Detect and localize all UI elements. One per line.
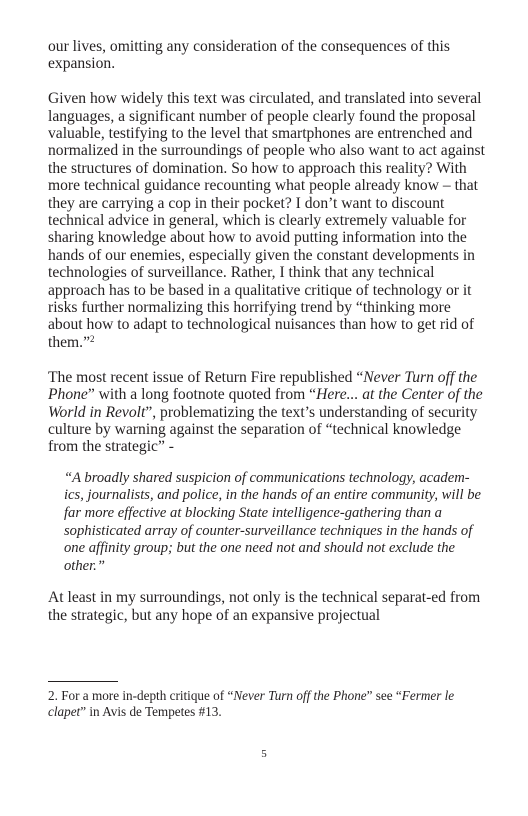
footnote-reference: 2 [90,333,95,344]
footnote-text-2: ” see “ [366,688,402,703]
paragraph-1: our lives, omitting any consideration of the consequences of this expansion. [48,38,450,73]
footnote [48,688,488,720]
paragraph-3-text-3: ”, problematizing the text’s understanding of security culture by warning against the separation of “technical knowledge from the strategic” - [48,403,478,456]
paragraph-3-text-1: The most recent issue of Return Fire republished “ [48,368,364,386]
footnote-title-never-turn-off-the-phone: Never Turn off the Phone [233,688,367,703]
footnote-text-3: ” in Avis de Tempetes #13. [80,704,222,719]
block-quote: “A broadly shared suspicion of communications technology, academ-ics, journalists, and police, in the hands of an entire community, will be far more effective at blocking State intelligence-gathering than a sophisticated array of counter-surveillance techniques in the hands of one affinity group; but the one need not and should not exclude the other.” [64,469,481,574]
cited-title-never-turn-off-the-phone: Never Turn off the Phone [48,368,478,404]
page-body [48,38,488,624]
footnote-title-fermer-le-clapet: Fermer le clapet [48,688,455,719]
paragraph-3 [48,369,488,456]
paragraph-3-text-2: ” with a long footnote quoted from “ [87,386,317,404]
paragraph-2-text: Given how widely this text was circulated, and translated into several languages, a significant number of people clearly found the proposal valuable, testifying to the level that smartphones are entrenched and normalized in the surroundings of people who also want to act against the structures of domination. So how to approach this reality? With more technical guidance recounting what people already know – that they are carrying a cop in their pocket? I don’t want to discount technical advice in general, which is clearly extremely valuable for sharing knowledge about how to avoid putting information into the hands of our enemies, especially given the constant developments in technologies of surveillance. Rather, I think that any technical approach has to be based in a qualitative critique of technology or it risks further normalizing this horrifying trend by “thinking more about how to adapt to technological nuisances than how to get rid of them.” [48,90,485,351]
page-number: 5 [261,748,267,760]
footnote-divider [48,681,118,682]
paragraph-2 [48,90,488,351]
cited-title-here-at-the-center: Here... at the Center of the World in Revolt [48,386,483,421]
footnote-text-1: 2. For a more in-depth critique of “ [48,688,234,703]
paragraph-4: At least in my surroundings, not only is the technical separat-ed from the strategic, but any hope of an expansive projectual [48,589,481,624]
